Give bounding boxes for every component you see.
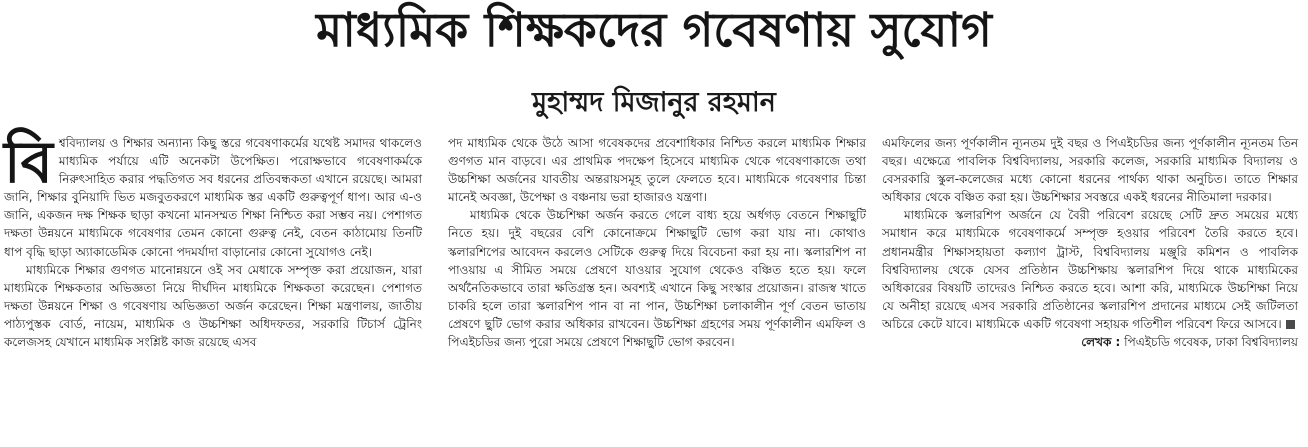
paragraph [882,206,1298,333]
end-mark-icon [1286,320,1295,329]
paragraph-text: শ্ববিদ্যালয় ও শিক্ষার অন্যান্য কিছু স্তরে গবেষণাকর্মের যথেষ্ট সমাদর থাকলেও মাধ্যমিক পর্যায়ে এটি অনেকটা উপেক্ষিত। পরোক্ষভাবে গবেষণাকর্মকে নিরুৎসাহিত করার পদ্ধতিগত সব ধরনের প্রতিবন্ধকতা এখানে রয়েছে। আমরা জানি, শিক্ষার বুনিয়াদি ভিত মজবুতকরণে মাধ্যমিক স্তর একটি গুরুত্বপূর্ণ ধাপ। আর এ-ও জানি, একজন দক্ষ শিক্ষক ছাড়া কখনো মানসম্মত শিক্ষা নিশ্চিত করা সম্ভব নয়। পেশাগত দক্ষতা উন্নয়নে মাধ্যমিকে গবেষণার তেমন কোনো গুরুত্ব নেই, বেতন কাঠামোয় তিনটি ধাপ বৃদ্ধি ছাড়া অ্যাকাডেমিক কোনো পদমর্যাদা বাড়ানোর কোনো সুযোগও নেই। [4,136,422,259]
byline: মুহাম্মদ মিজানুর রহমান [532,87,776,118]
paragraph [4,128,422,261]
drop-cap: বি [4,128,53,196]
author-label: লেখক : [1081,335,1121,350]
author-description: পিএইচডি গবেষক, ঢাকা বিশ্ববিদ্যালয় [1124,335,1298,350]
paragraph: পদ মাধ্যমিক থেকে উঠে আসা গবেষকদের প্রবেশাধিকার নিশ্চিত করলে মাধ্যমিক শিক্ষার গুণগত মান বাড়বে। এর প্রাথমিক পদক্ষেপ হিসেবে মাধ্যমিক থেকে গবেষণাকাজে তথা উচ্চশিক্ষা অর্জনের যাবতীয় অন্তরায়সমূহ তুলে ফেলতে হবে। মাধ্যমিকে গবেষণার চিন্তা মানেই অবজ্ঞা, উপেক্ষা ও বঞ্চনায় ভরা হাজারও যন্ত্রণা। [448,136,866,205]
author-note [882,333,1298,351]
article-column-2 [448,134,866,351]
paragraph: মাধ্যমিকে শিক্ষার গুণগত মানোন্নয়নে ওই সব মেধাকে সম্পৃক্ত করা প্রয়োজন, যারা মাধ্যমিকে শিক্ষকতার অভিজ্ঞতা নিয়ে দীর্ঘদিন মাধ্যমিকে শিক্ষকতা করেছেন। পেশাগত দক্ষতা উন্নয়নে শিক্ষা ও গবেষণায় অভিজ্ঞতা অর্জন করেছেন। শিক্ষা মন্ত্রণালয়, জাতীয় পাঠ্যপুস্তক বোর্ড, নায়েম, মাধ্যমিক ও উচ্চশিক্ষা অধিদফতর, সরকারি টিচার্স ট্রেনিং কলেজসহ যেখানে মাধ্যমিক সংশ্লিষ্ট কাজ রয়েছে এসব [4,262,422,350]
paragraph: মাধ্যমিক থেকে উচ্চশিক্ষা অর্জন করতে গেলে বাধ্য হয়ে অর্ধগড় বেতনে শিক্ষাছুটি নিতে হয়। দুই বছরের বেশি কোনোক্রমে শিক্ষাছুটি ভোগ করা যায় না। কোথাও স্কলারশিপের আবেদন করলেও সেটিকে গুরুত্ব দিয়ে বিবেচনা করা হয় না। স্কলারশিপ না পাওয়ায় এ সীমিত সময়ে প্রেষণে যাওয়ার সুযোগ থেকেও বঞ্চিত হতে হয়। ফলে অর্থনৈতিকভাবে তারা ক্ষতিগ্রস্ত হন। অবশ্যই এখানে কিছু সংস্কার প্রয়োজন। রাজস্ব খাতে চাকরি হলে তারা স্কলারশিপ পান বা না পান, উচ্চশিক্ষা চলাকালীন পূর্ণ বেতন ভাতায় প্রেষণে ছুটি ভোগ করার অধিকার রাখবেন। উচ্চশিক্ষা গ্রহণের সময় পূর্ণকালীন এমফিল ও পিএইচডির জন্য পুরো সময়ে প্রেষণে শিক্ষাছুটি ভোগ করবেন। [448,208,866,350]
article-column-1 [4,128,422,351]
paragraph-text: মাধ্যমিকে স্কলারশিপ অর্জনে যে বৈরী পরিবেশ রয়েছে সেটি দ্রুত সময়ের মধ্যে সমাধান করে মাধ্যমিকে গবেষণাকর্মে সম্পৃক্ত হওয়ার পরিবেশ তৈরি করতে হবে। প্রধানমন্ত্রীর শিক্ষাসহায়তা কল্যাণ ট্রাস্ট, বিশ্ববিদ্যালয় মঞ্জুরি কমিশন ও পাবলিক বিশ্ববিদ্যালয় থেকে যেসব প্রতিষ্ঠান উচ্চশিক্ষায় স্কলারশিপ দিয়ে থাকে মাধ্যমিকের অধিকারের বিষয়টি তাদেরও নিশ্চিত করতে হবে। আশা করি, মাধ্যমিকে উচ্চশিক্ষা নিয়ে যে অনীহা রয়েছে এসব সরকারি প্রতিষ্ঠানের স্কলারশিপ প্রদানের মাধ্যমে সেই জটিলতা অচিরে কেটে যাবে। মাধ্যমিকে একটি গবেষণা সহায়ক গতিশীল পরিবেশ ফিরে আসবে। [882,208,1298,331]
paragraph: এমফিলের জন্য পূর্ণকালীন ন্যূনতম দুই বছর ও পিএইচডির জন্য পূর্ণকালীন ন্যূনতম তিন বছর। এক্ষেত্রে পাবলিক বিশ্ববিদ্যালয়, সরকারি কলেজ, সরকারি মাধ্যমিক বিদ্যালয় ও বেসরকারি স্কুল-কলেজের মধ্যে কোনো ধরনের পার্থক্য থাকা অনুচিত। তাতে শিক্ষার অধিকার থেকে বঞ্চিত করা হয়। উচ্চশিক্ষার সবস্তরে একই ধরনের নীতিমালা দরকার। [882,136,1298,205]
article-column-3 [882,134,1298,351]
headline: মাধ্যমিক শিক্ষকদের গবেষণায় সুযোগ [316,3,992,58]
